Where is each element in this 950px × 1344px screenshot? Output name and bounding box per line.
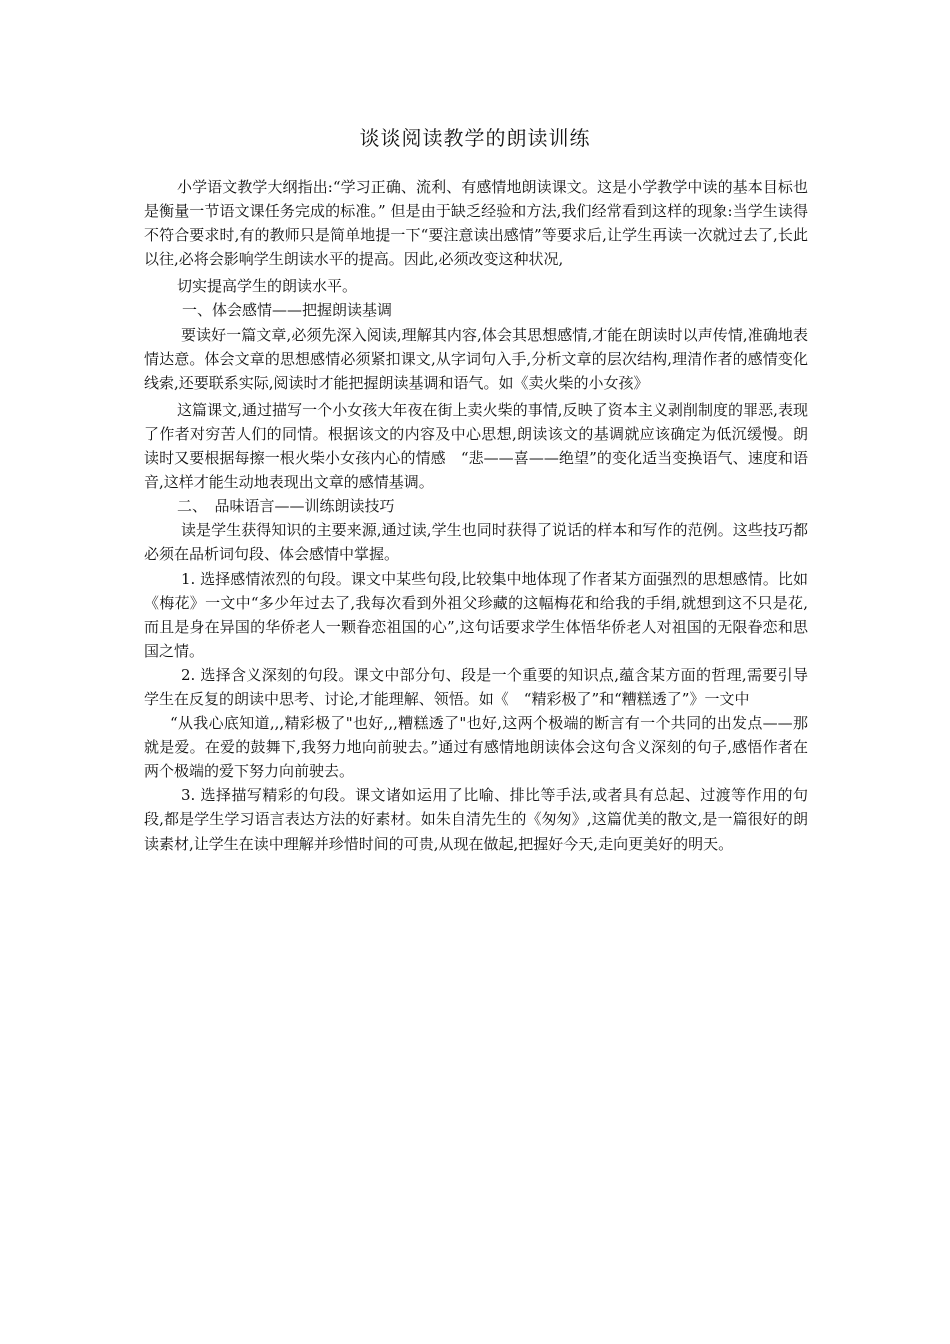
paragraph-section1-a: 要读好一篇文章,必须先深入阅读,理解其内容,体会其思想感情,才能在朗读时以声传情,准确地表情达意。体会文章的思想感情必须紧扣课文,从字词句入手,分析文章的层次结构,理清作者的感情变化线索,还要联系实际,阅读时才能把握朗读基调和语气。如《卖火柴的小女孩》 xyxy=(144,325,808,392)
section-heading-1: 一、体会感情——把握朗读基调 xyxy=(182,301,393,320)
document-body xyxy=(144,175,808,856)
paragraph-section1-b: 这篇课文,通过描写一个小女孩大年夜在街上卖火柴的事情,反映了资本主义剥削制度的罪恶,表现了作者对穷苦人们的同情。根据该文的内容及中心思想,朗读该文的基调就应该确定为低沉缓慢。朗读时又要根据每擦一根火柴小女孩内心的情感 “悲——喜——绝望”的变化适当变换语气、速度和语音,这样才能生动地表现出文章的感情基调。 xyxy=(144,400,808,492)
paragraph-intro-continued: 切实提高学生的朗读水平。 xyxy=(177,277,358,296)
document-title: 谈谈阅读教学的朗读训练 xyxy=(359,126,591,150)
section-heading-2: 二、 品味语言——训练朗读技巧 xyxy=(177,497,395,516)
paragraph-intro: 小学语文教学大纲指出:“学习正确、流利、有感情地朗读课文。这是小学教学中读的基本目标也是衡量一节语文课任务完成的标准。” 但是由于缺乏经验和方法,我们经常看到这样的现象:当学生读得不符合要求时,有的教师只是简单地提一下“要注意读出感情”等要求后,让学生再读一次就过去了,长此以往,必将会影响学生朗读水平的提高。因此,必须改变这种状况, xyxy=(144,178,808,269)
paragraph-point-1: 1. 选择感情浓烈的句段。课文中某些句段,比较集中地体现了作者某方面强烈的思想感情。比如《梅花》一文中“多少年过去了,我每次看到外祖父珍藏的这幅梅花和给我的手绢,就想到这不只是花,而且是身在异国的华侨老人一颗眷恋祖国的心”,这句话要求学生体悟华侨老人对祖国的无限眷恋和思国之情。 xyxy=(144,569,808,660)
paragraph-point-2: 2. 选择含义深刻的句段。课文中部分句、段是一个重要的知识点,蕴含某方面的哲理,需要引导学生在反复的朗读中思考、讨论,才能理解、领悟。如《 “精彩极了”和“糟糕透了”》一文中 xyxy=(144,665,808,708)
paragraph-point-3: 3. 选择描写精彩的句段。课文诸如运用了比喻、排比等手法,或者具有总起、过渡等作用的句段,都是学生学习语言表达方法的好素材。如朱自清先生的《匆匆》,这篇优美的散文,是一篇很好的朗读素材,让学生在读中理解并珍惜时间的可贵,从现在做起,把握好今天,走向更美好的明天。 xyxy=(144,786,808,853)
paragraph-quote: “从我心底知道,,,精彩极了"也好,,,糟糕透了"也好,这两个极端的断言有一个共同的出发点——那就是爱。在爱的鼓舞下,我努力地向前驶去。”通过有感情地朗读体会这句含义深刻的句子,感悟作者在两个极端的爱下努力向前驶去。 xyxy=(144,714,808,781)
paragraph-section2-intro: 读是学生获得知识的主要来源,通过读,学生也同时获得了说话的样本和写作的范例。这些技巧都必须在品析词句段、体会感情中掌握。 xyxy=(144,521,808,564)
